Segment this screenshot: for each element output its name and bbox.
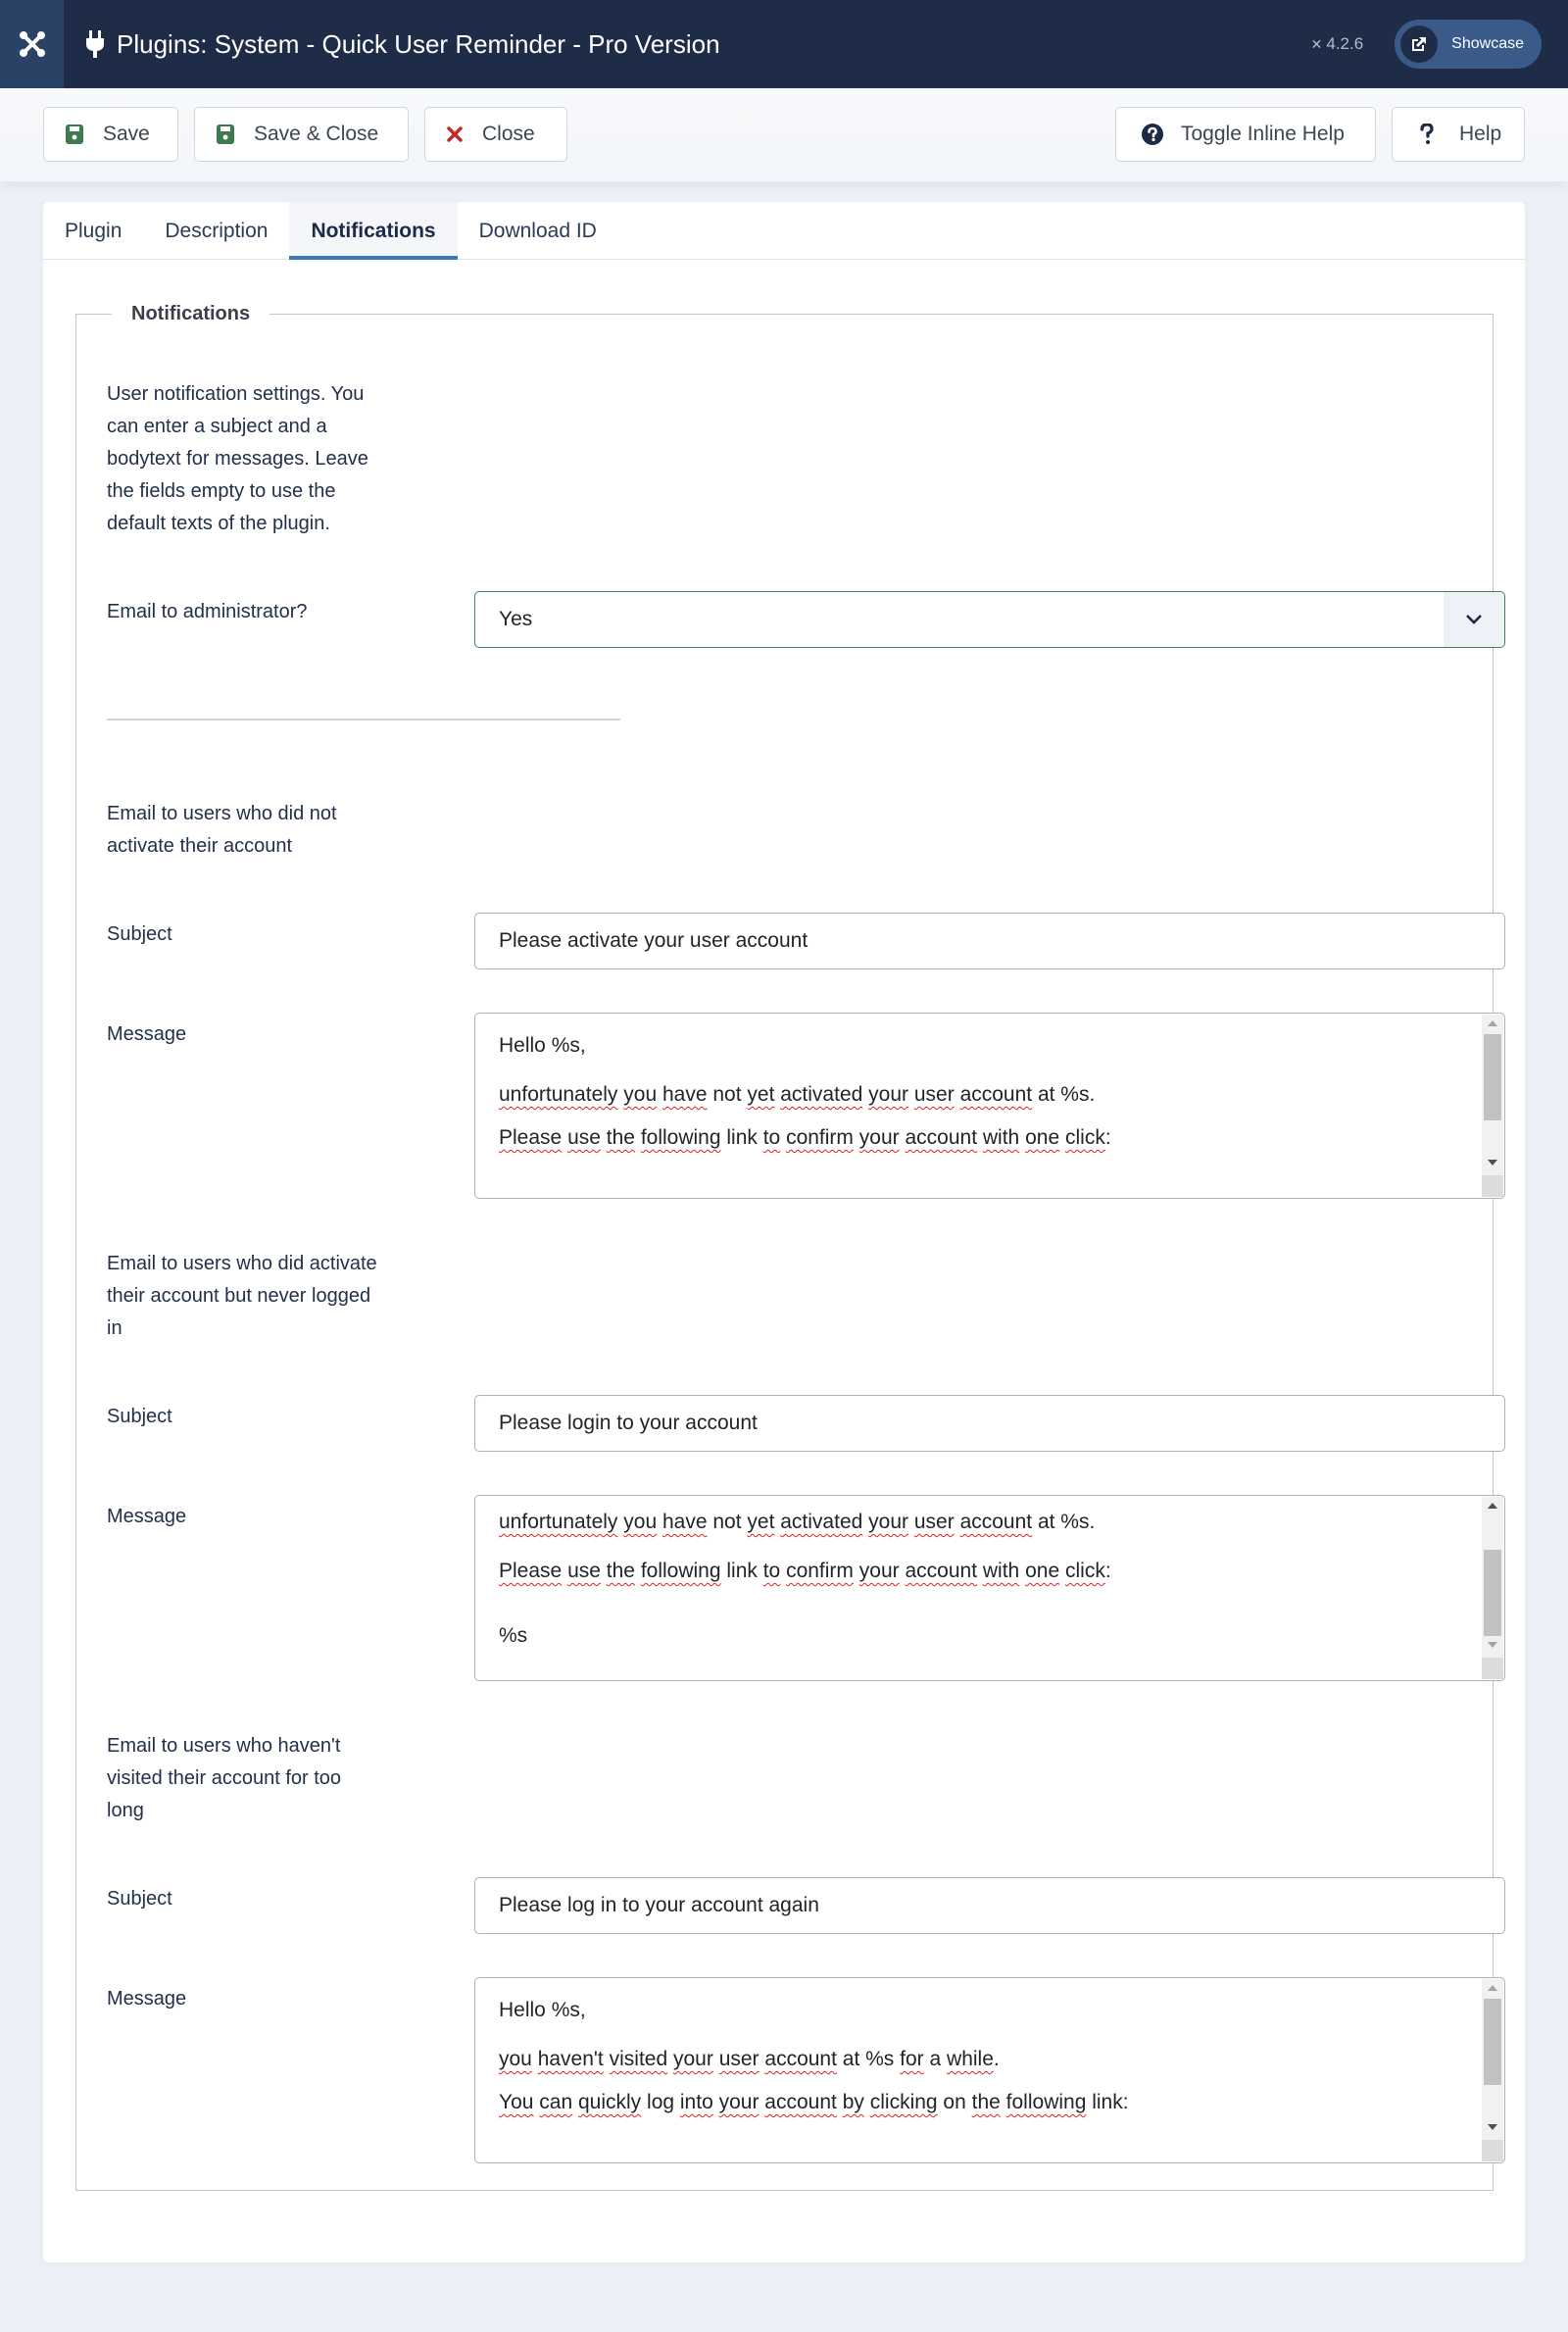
resize-grip-icon[interactable] [1482, 2140, 1503, 2161]
subject-label: Subject [107, 1406, 172, 1427]
description-line: default texts of the plugin. [107, 513, 330, 534]
showcase-button[interactable] [1395, 20, 1542, 69]
message-line: Please use the following link to confirm your account with one click: [499, 1126, 1111, 1149]
message-textarea-not-activated[interactable] [474, 1013, 1505, 1199]
close-icon [447, 126, 463, 142]
message-content [499, 1014, 1111, 1170]
subject-input-inactive-too-long[interactable] [474, 1877, 1505, 1934]
email-admin-select[interactable] [474, 591, 1505, 648]
scroll-up-icon[interactable] [1488, 1020, 1497, 1026]
heading-line: long [107, 1800, 144, 1821]
subject-input-never-logged-in[interactable] [474, 1395, 1505, 1452]
heading-line: Email to users who did not [107, 803, 337, 824]
scroll-down-icon[interactable] [1488, 2124, 1497, 2130]
message-line: Hello %s, [499, 1034, 586, 1057]
message-line: You can quickly log into your account by clicking on the following link: [499, 2091, 1129, 2113]
close-label: Close [482, 123, 535, 145]
close-button[interactable] [424, 107, 567, 162]
message-line: %s [499, 1624, 528, 1647]
heading-line: Email to users who haven't [107, 1735, 341, 1757]
toggle-inline-help-button[interactable] [1115, 107, 1376, 162]
page-title-text: Plugins: System - Quick User Reminder - Pro Version [117, 28, 720, 59]
resize-grip-icon[interactable] [1482, 1175, 1503, 1197]
message-content [499, 1978, 1129, 2135]
subject-label: Subject [107, 923, 172, 945]
resize-grip-icon[interactable] [1482, 1658, 1503, 1679]
message-line: Hello %s, [499, 1999, 586, 2021]
description-line: bodytext for messages. Leave [107, 448, 368, 470]
subject-input-not-activated[interactable] [474, 913, 1505, 969]
description-line: can enter a subject and a [107, 416, 327, 437]
version-text: 4.2.6 [1326, 34, 1364, 53]
subject-label: Subject [107, 1888, 172, 1910]
message-content [499, 1496, 1111, 1668]
page-title [85, 29, 720, 60]
description-line: User notification settings. You [107, 383, 365, 405]
message-line: Please use the following link to confirm your account with one click: [499, 1560, 1111, 1582]
save-close-button[interactable] [194, 107, 409, 162]
scroll-thumb[interactable] [1484, 1550, 1501, 1636]
fieldset-description [107, 378, 411, 540]
heading-line: Email to users who did activate [107, 1253, 377, 1274]
plugin-edit-card [43, 202, 1525, 2262]
plug-icon [85, 30, 105, 58]
heading-line: in [107, 1317, 122, 1339]
toolbar [0, 88, 1568, 181]
subject-value: Please login to your account [499, 1412, 758, 1434]
save-icon [66, 124, 83, 144]
email-admin-value: Yes [499, 608, 533, 630]
help-label: Help [1459, 123, 1502, 145]
textarea-scrollbar[interactable] [1482, 1497, 1503, 1679]
scroll-thumb[interactable] [1484, 1999, 1501, 2085]
message-textarea-never-logged-in[interactable] [474, 1495, 1505, 1681]
message-label: Message [107, 1988, 187, 2009]
save-close-label: Save & Close [254, 123, 379, 145]
divider [107, 719, 620, 720]
scroll-up-icon[interactable] [1488, 1985, 1497, 1991]
showcase-label: Showcase [1451, 35, 1524, 52]
fieldset-legend: Notifications [131, 303, 251, 324]
description-line: the fields empty to use the [107, 480, 336, 502]
section-heading-not-activated [107, 798, 337, 863]
save-icon [217, 124, 234, 144]
question-circle-icon [1142, 124, 1163, 145]
section-heading-inactive-too-long [107, 1730, 341, 1827]
message-line: unfortunately you have not yet activated your user account at %s. [499, 1083, 1096, 1106]
subject-value: Please log in to your account again [499, 1894, 819, 1916]
message-line: you haven't visited your user account at %s for a while. [499, 2048, 1000, 2070]
scroll-up-icon[interactable] [1488, 1503, 1497, 1509]
scroll-thumb[interactable] [1484, 1034, 1501, 1120]
heading-line: activate their account [107, 835, 292, 857]
joomla-small-icon: ✕ [1310, 35, 1323, 52]
save-button[interactable] [43, 107, 178, 162]
app-header [0, 0, 1568, 88]
help-button[interactable] [1392, 107, 1525, 162]
message-line: unfortunately you have not yet activated your user account at %s. [499, 1511, 1096, 1533]
external-link-icon [1400, 25, 1438, 63]
joomla-logo-button[interactable] [0, 0, 64, 88]
message-label: Message [107, 1023, 187, 1045]
heading-line: their account but never logged [107, 1285, 371, 1307]
heading-line: visited their account for too [107, 1767, 342, 1789]
tab-download-id[interactable]: Download ID [478, 219, 597, 242]
textarea-scrollbar[interactable] [1482, 1979, 1503, 2161]
joomla-icon [19, 30, 46, 58]
toggle-inline-help-label: Toggle Inline Help [1181, 123, 1345, 145]
scroll-down-icon[interactable] [1488, 1642, 1497, 1648]
textarea-scrollbar[interactable] [1482, 1015, 1503, 1197]
section-heading-never-logged-in [107, 1248, 377, 1345]
tab-notifications[interactable]: Notifications [289, 202, 457, 260]
subject-value: Please activate your user account [499, 929, 808, 952]
tab-bar [43, 202, 1525, 260]
chevron-down-icon [1444, 592, 1504, 647]
version-badge [1311, 34, 1364, 54]
message-textarea-inactive-too-long[interactable] [474, 1977, 1505, 2163]
question-icon [1420, 124, 1434, 145]
scroll-down-icon[interactable] [1488, 1160, 1497, 1166]
tab-description[interactable]: Description [165, 219, 269, 242]
email-admin-label: Email to administrator? [107, 601, 308, 622]
message-label: Message [107, 1506, 187, 1527]
tab-plugin[interactable]: Plugin [65, 219, 122, 242]
save-label: Save [103, 123, 150, 145]
